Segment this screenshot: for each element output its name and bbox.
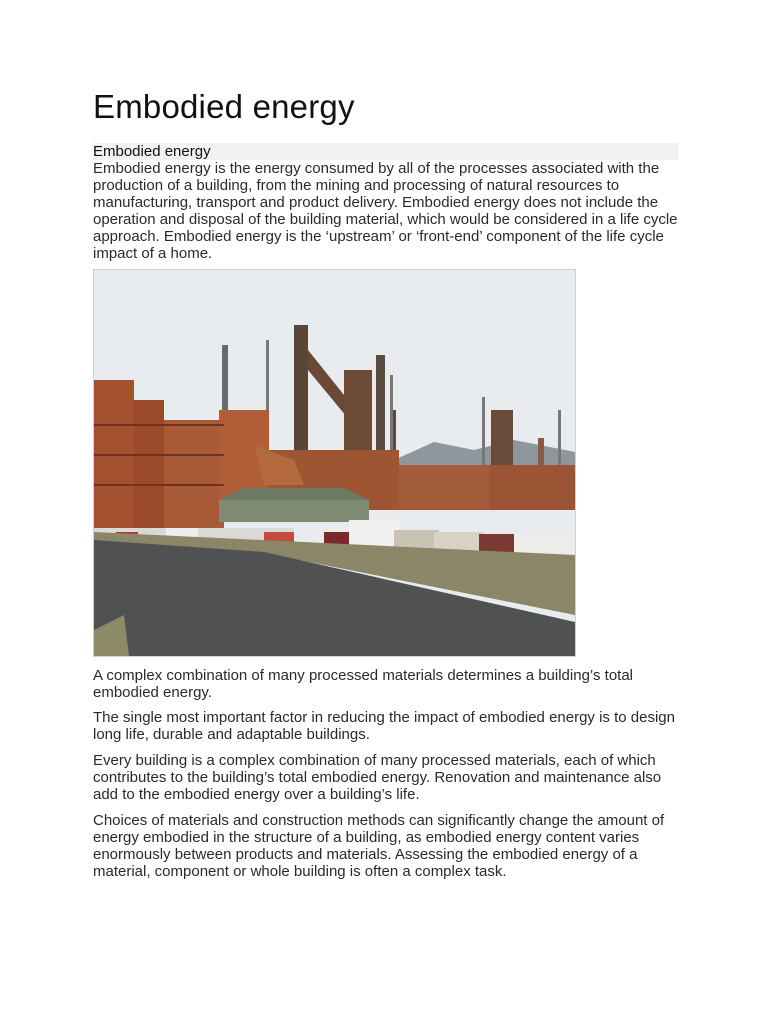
- page-title: Embodied energy: [93, 88, 355, 125]
- body-paragraph: Every building is a complex combination of many processed materials, each of which contributes to the building’s total embodied energy. Renovation and maintenance also add to the embodied energy over a building’s life.: [93, 752, 662, 803]
- intro-paragraph: Embodied energy is the energy consumed by all of the processes associated with the production of a building, from the mining and processing of natural resources to manufacturing, transport and product delivery. Embodied energy does not include the operation and disposal of the building material, which would be considered in a life cycle approach. Embodied energy is the ‘upstream’ or ‘front-end’ component of the life cycle impact of a home.: [93, 160, 678, 262]
- section-subheading: Embodied energy: [93, 143, 678, 160]
- body-paragraph: The single most important factor in reducing the impact of embodied energy is to design long life, durable and adaptable buildings.: [93, 709, 675, 743]
- figure-caption: A complex combination of many processed materials determines a building’s total embodied energy.: [93, 667, 633, 701]
- body-paragraph: Choices of materials and construction methods can significantly change the amount of energy embodied in the structure of a building, as embodied energy content varies enormously between products and materials. Assessing the embodied energy of a material, component or whole building is often a complex task.: [93, 812, 665, 880]
- steelworks-photo: [93, 269, 576, 657]
